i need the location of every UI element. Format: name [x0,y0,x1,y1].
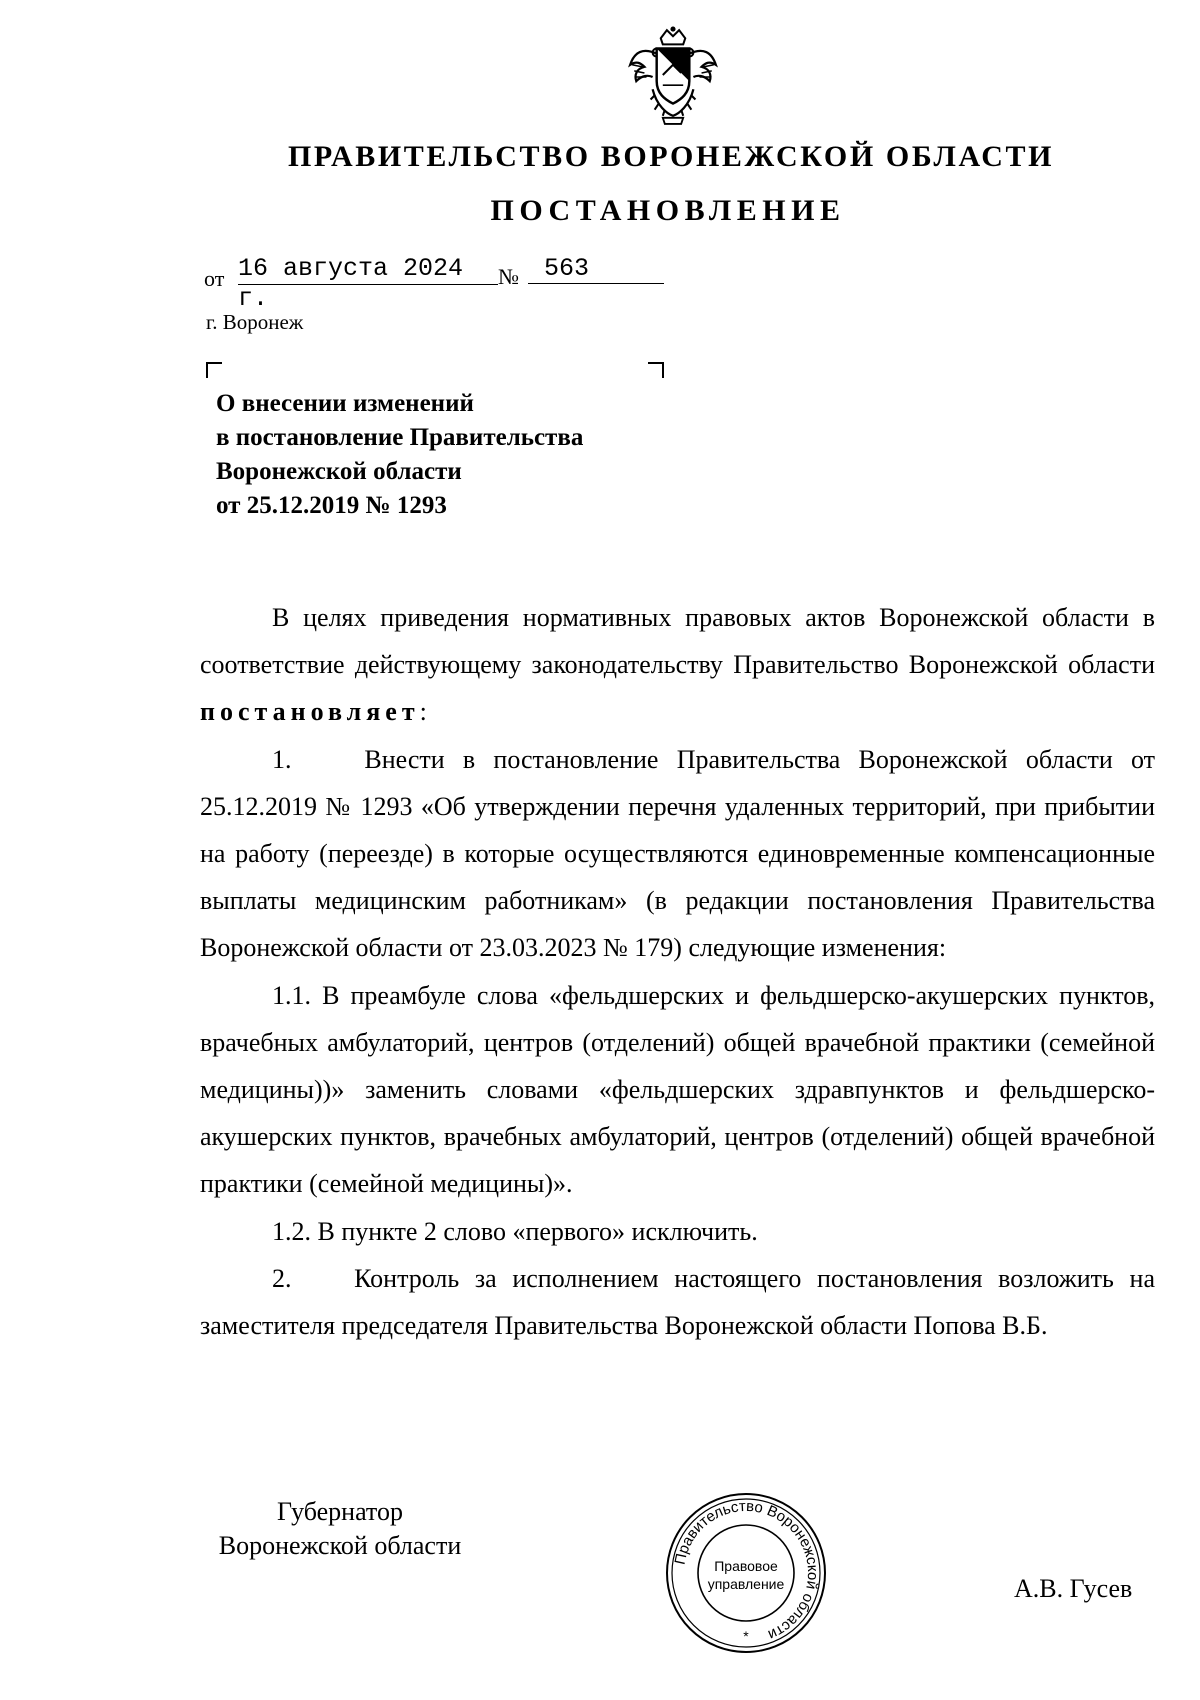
item-paragraph [200,972,1155,1208]
item-paragraph [200,1208,1155,1255]
government-title: ПРАВИТЕЛЬСТВО ВОРОНЕЖСКОЙ ОБЛАСТИ [287,140,1055,173]
document-type-title: ПОСТАНОВЛЕНИЕ [490,194,846,227]
item-number: 1.1. [272,980,311,1010]
resolves-suffix: : [419,697,427,727]
item-paragraph [200,1255,1155,1349]
item-number: 1. [272,744,292,774]
subject-line: О внесении изменений [216,390,474,417]
document-subject [216,387,696,523]
item-text: В пункте 2 слово «первого» исключить. [317,1216,758,1246]
subject-line: в постановление Правительства [216,424,584,451]
resolves-word: постановляет [200,697,420,727]
corner-mark-left [206,362,222,378]
number-label: № [498,264,519,289]
preamble-paragraph [200,594,1155,736]
signatory-title-line: Воронежской области [218,1531,462,1560]
item-paragraph [200,736,1155,972]
document-date: 16 августа 2024 г. [238,254,498,285]
official-stamp [664,1491,828,1655]
coat-of-arms-icon [622,24,724,126]
stamp-star: * [743,1628,749,1644]
item-text: Внести в постановление Правительства Воронежской области от 25.12.2019 № 1293 «Об утверждении перечня удаленных территорий, при прибытии на работу (переезде) в которые осуществляются единовременные компенсационные выплаты медицинским работникам» (в редакции постановления Правительства Воронежской области от 23.03.2023 № 179) следующие изменения: [200,744,1155,963]
stamp-center-line: управление [707,1576,785,1592]
item-number: 1.2. [272,1216,311,1246]
preamble-text: В целях приведения нормативных правовых актов Воронежской области в соответствие действующему законодательству Правительство Воронежской области [200,603,1155,680]
subject-line: Воронежской области [216,458,462,485]
registration-line [204,254,664,313]
signatory-title-line: Губернатор [277,1497,403,1526]
city-label: г. Воронеж [206,310,304,334]
item-text: Контроль за исполнением настоящего постановления возложить на заместителя председателя Правительства Воронежской области Попова В.Б. [200,1263,1155,1341]
document-body [200,594,1155,1349]
item-text: В преамбуле слова «фельдшерских и фельдшерско-акушерских пунктов, врачебных амбулаторий, центров (отделений) общей врачебной практики (семейной медицины))» заменить словами «фельдшерских здравпунктов и фельдшерско-акушерских пунктов, врачебных амбулаторий, центров (отделений) общей врачебной практики (семейной медицины)». [200,980,1156,1199]
signatory-name: А.В. Гусев [1014,1574,1133,1603]
corner-mark-right [648,362,664,378]
signatory-title [200,1495,480,1563]
from-label: от [204,266,225,291]
stamp-ring-text: Правительство Воронежской области [671,1497,822,1644]
subject-line: от 25.12.2019 № 1293 [216,492,447,519]
document-number: 563 [528,254,664,284]
item-number: 2. [272,1263,292,1293]
stamp-center-line: Правовое [714,1558,778,1574]
